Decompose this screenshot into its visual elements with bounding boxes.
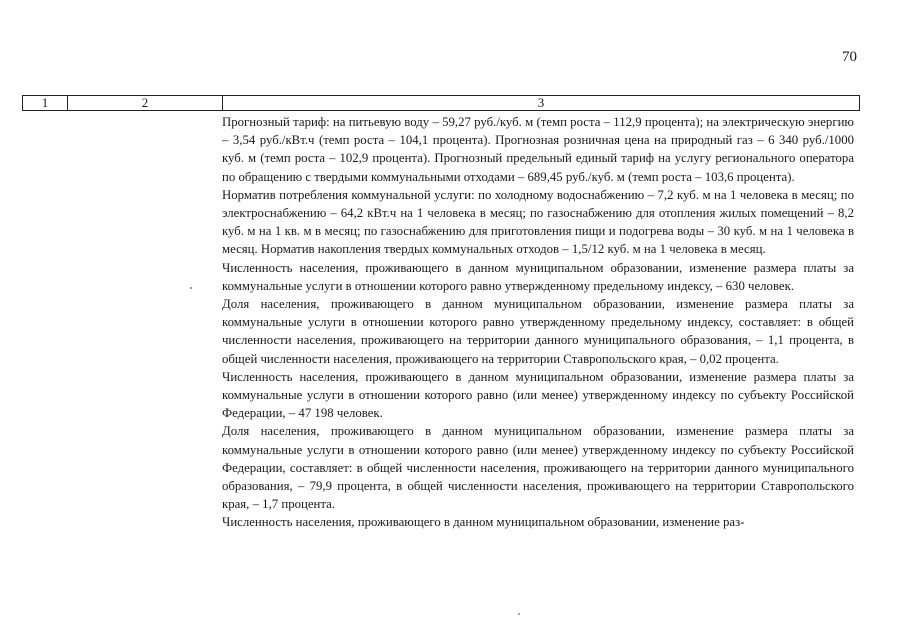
table-body: [22, 111, 860, 611]
paragraph-share-limit: Доля населения, проживающего в данном муниципальном образовании, изменение размера платы за коммунальные услуги в отношении которого равно утвержденному предельному индексу, составляет: в общей численности населения, проживающего на территории данного муниципального образования, – 1,1 процента, в общей численности населения, проживающего на территории Ставропольского края, – 0,02 процента.: [222, 297, 854, 366]
column-3-header: 3: [222, 96, 859, 110]
paragraph-population-regional: Численность населения, проживающего в данном муниципальном образовании, изменение размера платы за коммунальные услуги в отношении которого равно (или менее) утвержденному индексу по субъекту Российской Федерации, – 47 198 человек.: [222, 369, 854, 421]
document-table: [22, 95, 860, 611]
table-header-row: [22, 95, 860, 111]
column-2-header: 2: [67, 96, 222, 110]
scan-speck: [190, 287, 192, 289]
paragraph-population-continued: Численность населения, проживающего в данном муниципальном образовании, изменение раз-: [222, 515, 745, 530]
page-number: 70: [842, 49, 857, 65]
paragraph-tariffs: Прогнозный тариф: на питьевую воду – 59,27 руб./куб. м (темп роста – 112,9 процента); на электрическую энергию – 3,54 руб./кВт.ч (темп роста – 104,1 процента). Прогнозная розничная цена на природный газ – 6 340 руб./1000 куб. м (темп роста – 102,9 процента). Прогнозный предельный единый тариф на услугу регионального оператора по обращению с твердыми коммунальными отходами – 689,45 руб./куб. м (темп роста – 103,6 процента).: [222, 115, 854, 184]
paragraph-population-limit: Численность населения, проживающего в данном муниципальном образовании, изменение размера платы за коммунальные услуги в отношении которого равно утвержденному предельному индексу, – 630 человек.: [222, 260, 854, 293]
paragraph-norms: Норматив потребления коммунальной услуги: по холодному водоснабжению – 7,2 куб. м на 1 человека в месяц; по электроснабжению – 64,2 кВт.ч на 1 человека в месяц; по газоснабжению для отопления жилых помещений – 8,2 куб. м на 1 кв. м в месяц; по газоснабжению для приготовления пищи и подогрева воды – 30 куб. м на 1 человека в месяц. Норматив накопления твердых коммунальных отходов – 1,5/12 куб. м на 1 человека в месяц.: [222, 187, 854, 257]
column-1-header: 1: [41, 95, 49, 110]
paragraph-share-regional: Доля населения, проживающего в данном муниципальном образовании, изменение размера платы за коммунальные услуги в отношении которого равно (или менее) утвержденному индексу по субъекту Российской Федерации, составляет: в общей численности населения, проживающего на территории данного муниципального образования, – 79,9 процента, в общей численности населения, проживающего на территории Ставропольского края, – 1,7 процента.: [222, 424, 854, 512]
scan-speck: [518, 613, 520, 615]
column-3-content: [222, 113, 854, 532]
